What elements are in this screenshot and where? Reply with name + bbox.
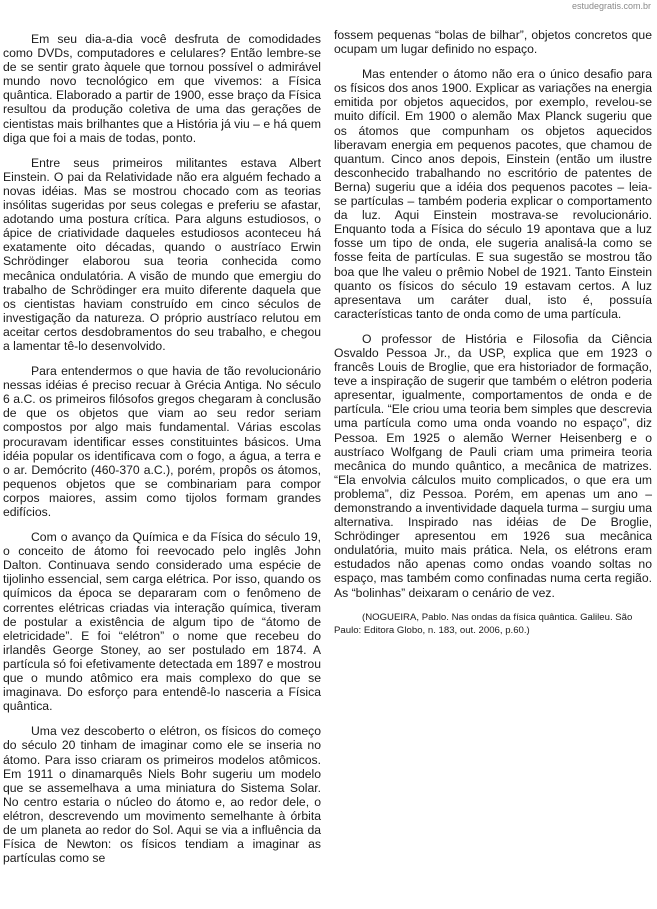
site-watermark: estudegratis.com.br xyxy=(571,1,651,11)
citation: (NOGUEIRA, Pablo. Nas ondas da física quântica. Galileu. São Paulo: Editora Globo, n. 183, out. 2006, p.60.) xyxy=(334,611,633,637)
paragraph: Para entendermos o que havia de tão revolucionário nessas idéias é preciso recuar à Grécia Antiga. No século 6 a.C. os primeiros filósofos gregos chegaram à conclusão de que os objetos que viam ao seu redor seriam compostos por algo mais fundamental. Várias escolas procuravam identificar esses constituintes básicos. Uma idéia popular os identificava com o fogo, a água, a terra e o ar. Demócrito (460-370 a.C.), porém, propôs os átomos, pequenos objetos que se combinariam para compor corpos maiores, assim como tijolos formam grandes edifícios. xyxy=(3,364,321,519)
paragraph: Com o avanço da Química e da Física do século 19, o conceito de átomo foi reevocado pelo inglês John Dalton. Continuava sendo considerado uma espécie de tijolinho essencial, sem carga elétrica. Por isso, quando os químicos da época se depararam com o fenômeno de correntes elétricas criadas via interação química, tiveram de postular a existência de algum tipo de “átomo de eletricidade”. E foi “elétron” o nome que recebeu do irlandês George Stoney, ao ser postulado em 1874. A partícula só foi efetivamente detectada em 1897 e mostrou que o mundo atômico era mais complexo do que se imaginava. Do esforço para entendê-lo nasceria a Física quântica. xyxy=(3,530,321,714)
article-right-column xyxy=(334,28,652,649)
paragraph: Uma vez descoberto o elétron, os físicos do começo do século 20 tinham de imaginar como ele se inseria no átomo. Para isso criaram os primeiros modelos atômicos. Em 1911 o dinamarquês Niels Bohr sugeriu um modelo que se assemelhava a uma miniatura do Sistema Solar. No centro estaria o núcleo do átomo e, ao redor dele, o elétron, descrevendo um movimento semelhante à órbita de um planeta ao redor do Sol. Aqui se via a influência da Física de Newton: os físicos tendiam a imaginar as partículas como se xyxy=(3,724,321,866)
paragraph: fossem pequenas “bolas de bilhar”, objetos concretos que ocupam um lugar definido no espaço. xyxy=(334,28,652,57)
article-left-column xyxy=(3,32,321,876)
paragraph: Entre seus primeiros militantes estava Albert Einstein. O pai da Relatividade não era alguém fechado a novas idéias. Mas se mostrou chocado com as teorias insólitas sugeridas por seus colegas e preferiu se afastar, adotando uma postura crítica. Para alguns estudiosos, o ápice de criatividade daqueles estudiosos aconteceu há exatamente oito décadas, quando o austríaco Erwin Schrödinger elaborou sua teoria conhecida como mecânica ondulatória. A visão de mundo que emergiu do trabalho de Schrödinger era muito diferente daquela que os cientistas haviam construído em cinco séculos de investigação da natureza. O próprio austríaco relutou em aceitar certos desdobramentos do seu trabalho, e chegou a lamentar tê-lo desenvolvido. xyxy=(3,155,321,353)
paragraph: O professor de História e Filosofia da Ciência Osvaldo Pessoa Jr., da USP, explica que em 1923 o francês Louis de Broglie, que era historiador de formação, teve a inspiração de sugerir que também o elétron poderia apresentar, igualmente, comportamentos de onda e de partícula. “Ele criou uma teoria bem simples que descrevia uma partícula como uma onda voando no espaço”, diz Pessoa. Em 1925 o alemão Werner Heisenberg e o austríaco Wolfgang de Pauli criam uma primeira teoria mecânica do mundo quântico, a mecânica de matrizes. “Ela envolvia cálculos muito complicados, o que era um problema”, diz Pessoa. Porém, em apenas um ano – demonstrando a inventividade daquela turma – surgiu uma alternativa. Inspirado nas idéias de De Broglie, Schrödinger apresentou em 1926 sua mecânica ondulatória, muito mais prática. Nela, os elétrons eram estudados não apenas como ondas voando soltas no espaço, mas também como confinadas numa certa região. As “bolinhas” deixaram o cenário de vez. xyxy=(334,331,652,600)
paragraph: Mas entender o átomo não era o único desafio para os físicos dos anos 1900. Explicar as variações na energia emitida por objetos aquecidos, por exemplo, revelou-se muito difícil. Em 1900 o alemão Max Planck sugeriu que os átomos que compunham os objetos aquecidos liberavam energia em pequenos pacotes, que chamou de quantum. Cinco anos depois, Einstein (então um ilustre desconhecido trabalhando no escritório de patentes de Berna) sugeriu que a idéia dos pequenos pacotes – leia-se partículas – também poderia explicar o comportamento da luz. Aqui Einstein mostrava-se revolucionário. Enquanto toda a Física do século 19 apontava que a luz fosse um tipo de onda, ele sugeria analisá-la como se fosse feita de partículas. E sua sugestão se mostrou tão boa que lhe valeu o prêmio Nobel de 1921. Tanto Einstein quanto os físicos do século 19 estavam certos. A luz apresentava um caráter dual, isto é, possuía características tanto de onda como de uma partícula. xyxy=(334,67,652,321)
paragraph: Em seu dia-a-dia você desfruta de comodidades como DVDs, computadores e celulares? Então lembre-se de se sentir grato àquele que tornou possível o admirável mundo novo tecnológico em que vivemos: a Física quântica. Elaborado a partir de 1900, esse braço da Física resultou da produção coletiva de uma das gerações de cientistas mais brilhantes que a História já viu – e há quem diga que foi a mais de todas, ponto. xyxy=(3,32,321,145)
